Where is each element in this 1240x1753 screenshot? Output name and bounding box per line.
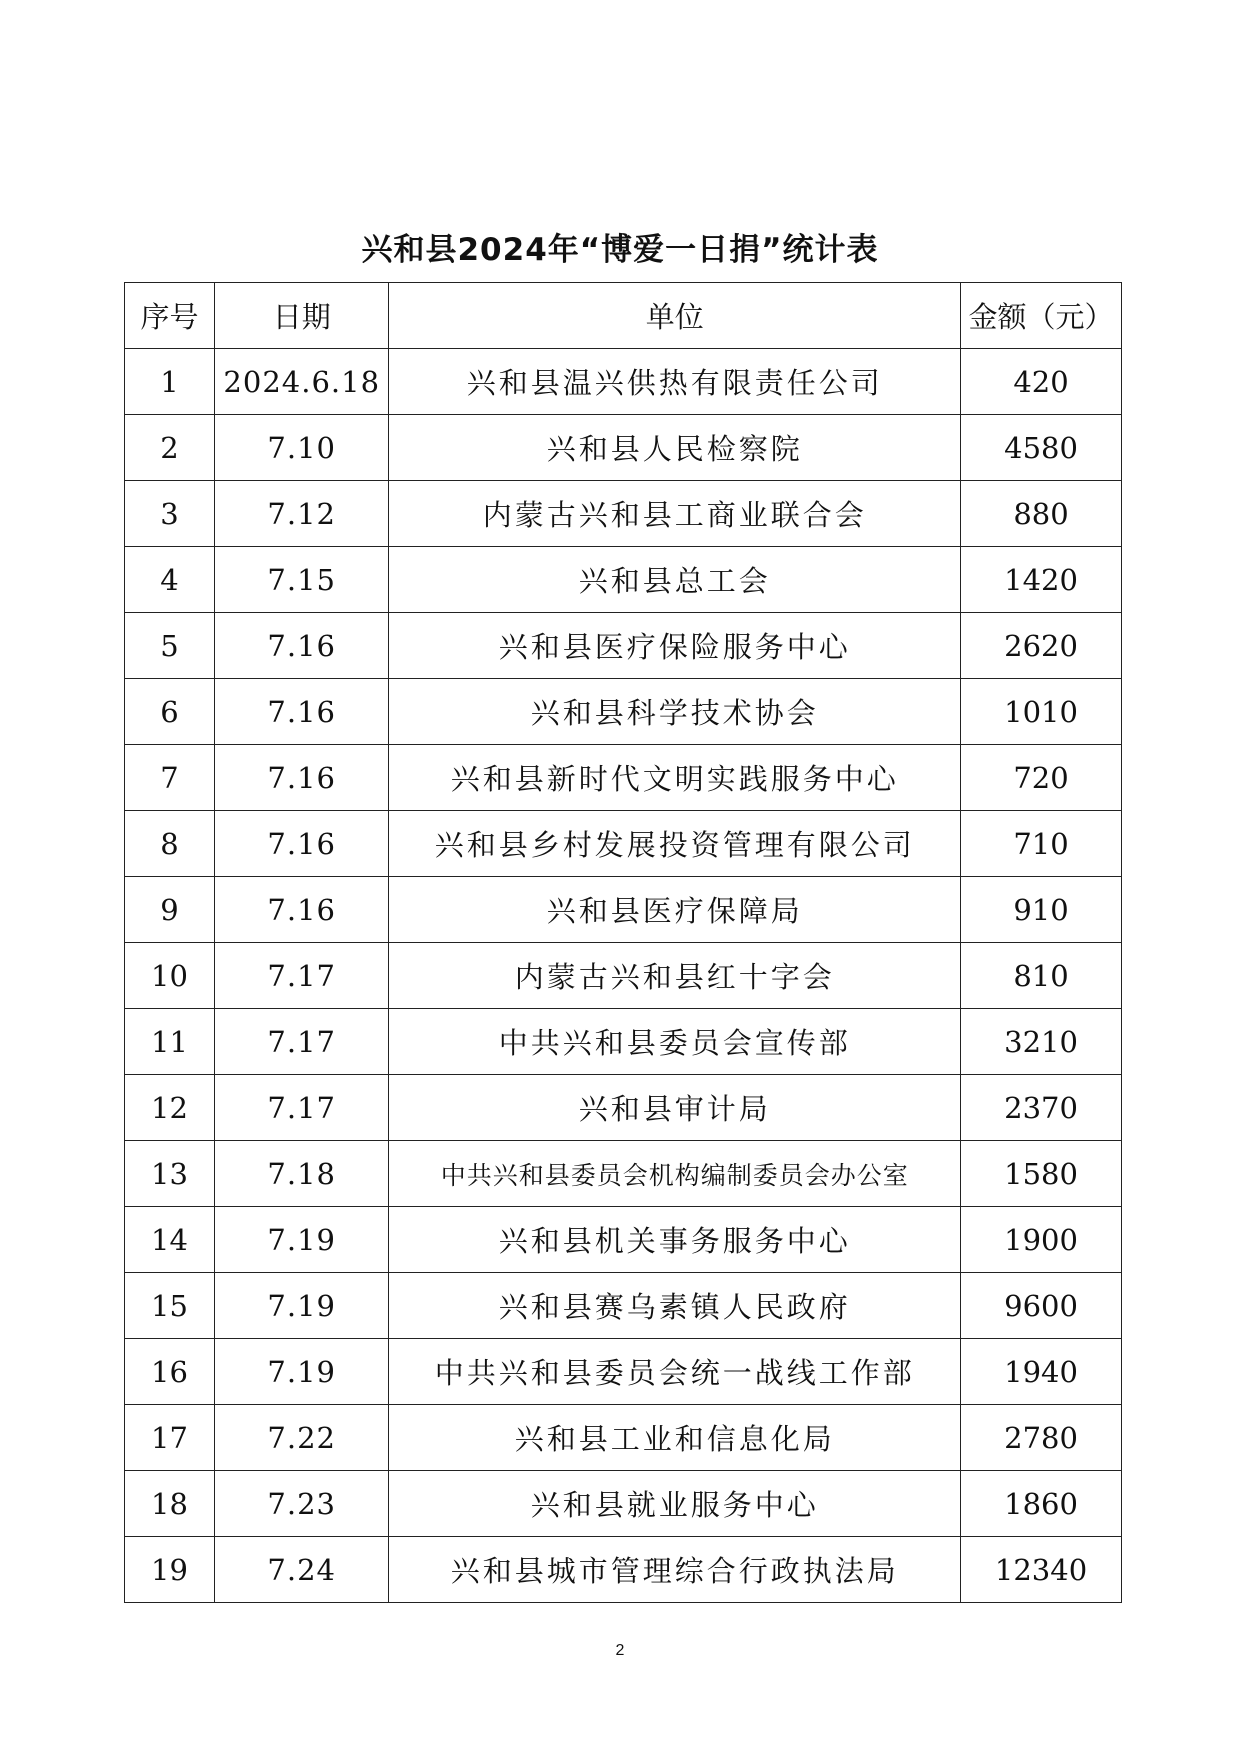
row-amount-cell: 2780	[961, 1405, 1122, 1471]
row-number-cell: 19	[125, 1537, 215, 1603]
row-date-cell: 7.16	[215, 745, 389, 811]
row-number-cell: 13	[125, 1141, 215, 1207]
row-number-cell: 14	[125, 1207, 215, 1273]
row-amount-cell: 1900	[961, 1207, 1122, 1273]
table-row	[125, 1075, 1122, 1141]
row-unit-cell: 兴和县乡村发展投资管理有限公司	[389, 811, 961, 877]
table-row	[125, 679, 1122, 745]
row-amount-cell: 9600	[961, 1273, 1122, 1339]
row-number-cell: 10	[125, 943, 215, 1009]
row-number-cell: 8	[125, 811, 215, 877]
row-number-cell: 1	[125, 349, 215, 415]
row-date-cell: 7.19	[215, 1207, 389, 1273]
row-number-cell: 12	[125, 1075, 215, 1141]
table-row	[125, 1339, 1122, 1405]
row-unit-cell: 兴和县人民检察院	[389, 415, 961, 481]
row-amount-cell: 1420	[961, 547, 1122, 613]
header-date: 日期	[215, 283, 389, 349]
row-date-cell: 7.17	[215, 943, 389, 1009]
row-date-cell: 7.23	[215, 1471, 389, 1537]
table-row	[125, 1273, 1122, 1339]
row-date-cell: 7.16	[215, 811, 389, 877]
table-row	[125, 1141, 1122, 1207]
row-date-cell: 7.17	[215, 1075, 389, 1141]
row-number-cell: 11	[125, 1009, 215, 1075]
row-date-cell: 7.22	[215, 1405, 389, 1471]
row-unit-cell: 兴和县城市管理综合行政执法局	[389, 1537, 961, 1603]
table-row	[125, 1009, 1122, 1075]
row-date-cell: 7.19	[215, 1339, 389, 1405]
row-amount-cell: 1580	[961, 1141, 1122, 1207]
table-row	[125, 1405, 1122, 1471]
row-amount-cell: 710	[961, 811, 1122, 877]
row-amount-cell: 12340	[961, 1537, 1122, 1603]
row-unit-cell: 兴和县就业服务中心	[389, 1471, 961, 1537]
table-row	[125, 1207, 1122, 1273]
table-row	[125, 1537, 1122, 1603]
row-number-cell: 9	[125, 877, 215, 943]
table-row	[125, 1471, 1122, 1537]
table-row	[125, 547, 1122, 613]
row-unit-cell: 兴和县医疗保障局	[389, 877, 961, 943]
row-unit-cell: 中共兴和县委员会宣传部	[389, 1009, 961, 1075]
row-date-cell: 7.17	[215, 1009, 389, 1075]
row-number-cell: 2	[125, 415, 215, 481]
row-date-cell: 7.10	[215, 415, 389, 481]
row-date-cell: 7.16	[215, 679, 389, 745]
table-row	[125, 349, 1122, 415]
table-row	[125, 415, 1122, 481]
donation-table	[124, 282, 1122, 1603]
row-unit-cell: 中共兴和县委员会机构编制委员会办公室	[389, 1141, 961, 1207]
row-amount-cell: 810	[961, 943, 1122, 1009]
header-unit: 单位	[389, 283, 961, 349]
row-amount-cell: 1940	[961, 1339, 1122, 1405]
row-number-cell: 17	[125, 1405, 215, 1471]
row-date-cell: 7.24	[215, 1537, 389, 1603]
table-row	[125, 811, 1122, 877]
row-amount-cell: 880	[961, 481, 1122, 547]
row-unit-cell: 兴和县机关事务服务中心	[389, 1207, 961, 1273]
row-number-cell: 6	[125, 679, 215, 745]
table-row	[125, 481, 1122, 547]
row-amount-cell: 910	[961, 877, 1122, 943]
row-date-cell: 7.15	[215, 547, 389, 613]
row-number-cell: 18	[125, 1471, 215, 1537]
row-number-cell: 5	[125, 613, 215, 679]
row-number-cell: 3	[125, 481, 215, 547]
row-unit-cell: 内蒙古兴和县红十字会	[389, 943, 961, 1009]
table-row	[125, 613, 1122, 679]
row-amount-cell: 3210	[961, 1009, 1122, 1075]
row-unit-cell: 中共兴和县委员会统一战线工作部	[389, 1339, 961, 1405]
row-unit-cell: 内蒙古兴和县工商业联合会	[389, 481, 961, 547]
row-amount-cell: 2620	[961, 613, 1122, 679]
row-amount-cell: 1010	[961, 679, 1122, 745]
row-number-cell: 4	[125, 547, 215, 613]
row-number-cell: 7	[125, 745, 215, 811]
row-date-cell: 7.19	[215, 1273, 389, 1339]
page-title: 兴和县2024年“博爱一日捐”统计表	[361, 232, 879, 268]
table-row	[125, 877, 1122, 943]
row-date-cell: 7.18	[215, 1141, 389, 1207]
row-unit-cell: 兴和县审计局	[389, 1075, 961, 1141]
row-amount-cell: 420	[961, 349, 1122, 415]
row-amount-cell: 2370	[961, 1075, 1122, 1141]
table-row	[125, 745, 1122, 811]
row-date-cell: 7.16	[215, 877, 389, 943]
row-amount-cell: 1860	[961, 1471, 1122, 1537]
row-unit-cell: 兴和县医疗保险服务中心	[389, 613, 961, 679]
row-number-cell: 15	[125, 1273, 215, 1339]
row-amount-cell: 720	[961, 745, 1122, 811]
row-unit-cell: 兴和县工业和信息化局	[389, 1405, 961, 1471]
header-number: 序号	[125, 283, 215, 349]
row-unit-cell: 兴和县新时代文明实践服务中心	[389, 745, 961, 811]
table-body	[125, 349, 1122, 1603]
row-date-cell: 7.12	[215, 481, 389, 547]
table-row	[125, 943, 1122, 1009]
row-unit-cell: 兴和县温兴供热有限责任公司	[389, 349, 961, 415]
row-unit-cell: 兴和县赛乌素镇人民政府	[389, 1273, 961, 1339]
row-number-cell: 16	[125, 1339, 215, 1405]
page-number: 2	[615, 1642, 625, 1659]
row-unit-cell: 兴和县科学技术协会	[389, 679, 961, 745]
row-date-cell: 2024.6.18	[215, 349, 389, 415]
row-amount-cell: 4580	[961, 415, 1122, 481]
table-header-row	[125, 283, 1122, 349]
row-unit-cell: 兴和县总工会	[389, 547, 961, 613]
row-date-cell: 7.16	[215, 613, 389, 679]
header-amount: 金额（元）	[961, 283, 1122, 349]
